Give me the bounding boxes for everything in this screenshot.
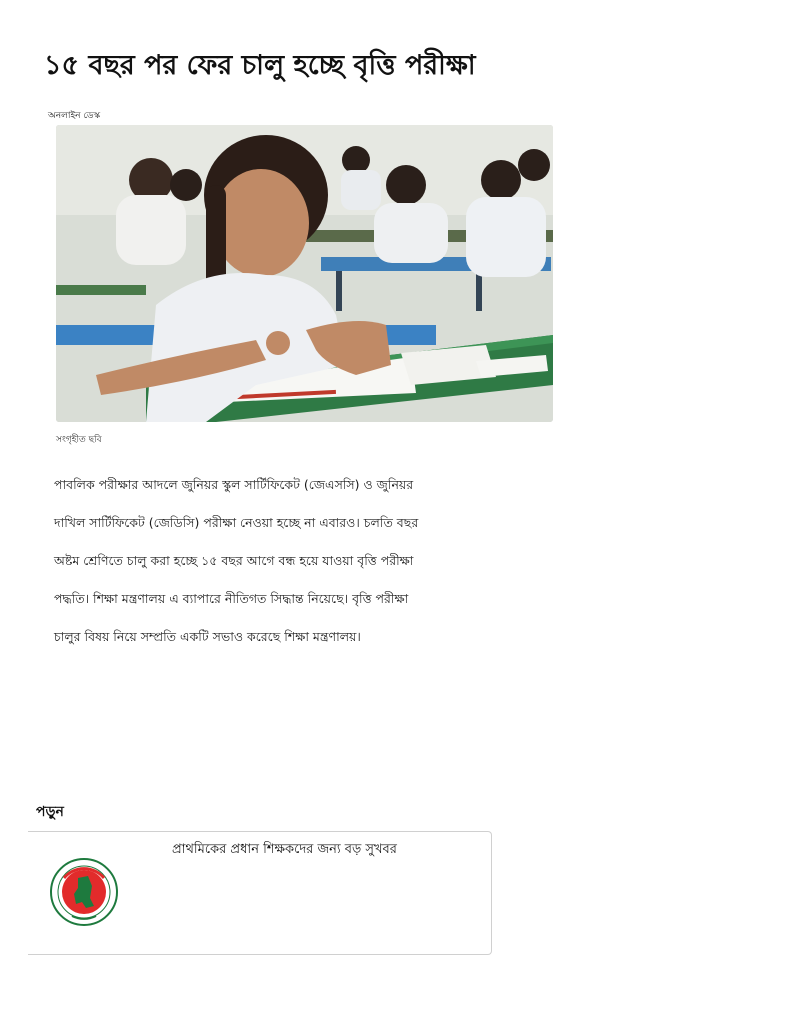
article-headline: ১৫ বছর পর ফের চালু হচ্ছে বৃত্তি পরীক্ষা <box>44 50 476 81</box>
related-heading: পড়ুন <box>36 804 64 820</box>
article-body: পাবলিক পরীক্ষার আদলে জুনিয়র স্কুল সার্টিফিকেট (জেএসসি) ও জুনিয়র দাখিল সার্টিফিকেট (জেডিসি) পরীক্ষা নেওয়া হচ্ছে না এবারও। চলতি বছর অষ্টম শ্রেণিতে চালু করা হচ্ছে ১৫ বছর আগে বন্ধ হয়ে যাওয়া বৃত্তি পরীক্ষা পদ্ধতি। শিক্ষা মন্ত্রণালয় এ ব্যাপারে নীতিগত সিদ্ধান্ত নিয়েছে। বৃত্তি পরীক্ষা চালুর বিষয় নিয়ে সম্প্রতি একটি সভাও করেছে শিক্ষা মন্ত্রণালয়। <box>54 477 419 644</box>
photo-caption: সংগৃহীত ছবি <box>56 435 102 445</box>
related-article-card[interactable] <box>28 831 492 955</box>
article-byline: অনলাইন ডেস্ক <box>48 111 101 121</box>
classroom-exam-illustration <box>56 125 553 422</box>
government-seal-icon <box>50 858 118 926</box>
related-article-title[interactable]: প্রাথমিকের প্রধান শিক্ষকদের জন্য বড় সুখবর <box>172 842 397 857</box>
article-photo <box>56 125 553 422</box>
